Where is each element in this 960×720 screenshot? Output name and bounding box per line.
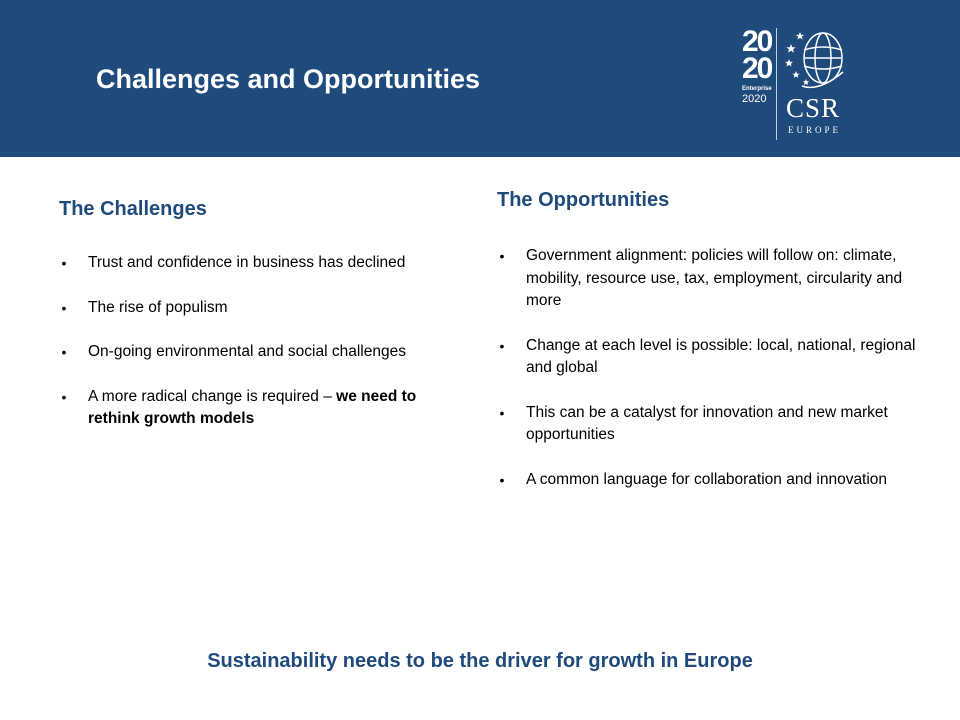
footer-statement: Sustainability needs to be the driver for growth in Europe — [207, 650, 753, 672]
challenge-item — [58, 252, 458, 275]
opportunity-item-text: Change at each level is possible: local, national, regional and global — [526, 336, 916, 376]
opportunity-item-text: This can be a catalyst for innovation and new market opportunities — [526, 403, 888, 443]
bullet-icon: • — [499, 248, 505, 264]
bullet-icon: • — [61, 388, 67, 405]
opportunities-list — [496, 245, 916, 513]
logo-csr-text: CSR — [786, 93, 841, 123]
csr-europe-enterprise-2020-logo — [740, 25, 850, 144]
challenges-heading: The Challenges — [59, 198, 207, 220]
bullet-icon: • — [61, 299, 67, 316]
logo-digits-bottom: 20 — [742, 52, 772, 85]
globe-stars-icon — [784, 28, 846, 100]
challenge-item — [58, 386, 458, 431]
challenge-item-text: Trust and confidence in business has declined — [88, 254, 406, 271]
logo-year: 2020 — [742, 93, 767, 105]
star-icon — [796, 32, 804, 40]
bullet-icon: • — [499, 471, 505, 488]
challenge-item-text: The rise of populism — [88, 298, 228, 316]
opportunities-heading: The Opportunities — [497, 189, 670, 211]
opportunity-item-text: Government alignment: policies will follow on: climate, mobility, resource use, tax, employment, circularity and more — [526, 247, 903, 309]
star-icon — [803, 79, 810, 85]
challenge-item-text: A more radical change is required – — [88, 387, 337, 405]
opportunity-item — [496, 402, 916, 447]
challenge-item — [58, 297, 458, 320]
enterprise-2020-mark — [742, 25, 777, 140]
opportunity-item — [496, 245, 916, 313]
opportunity-item — [496, 335, 916, 380]
opportunity-item-text: A common language for collaboration and innovation — [526, 470, 888, 488]
star-icon — [785, 59, 793, 67]
bullet-icon: • — [499, 404, 505, 421]
logo-digits-top: 20 — [742, 25, 772, 58]
star-icon — [792, 71, 799, 78]
challenge-item-text: On-going environmental and social challenges — [88, 343, 406, 360]
logo-europe-text: EUROPE — [788, 125, 842, 135]
slide-title: Challenges and Opportunities — [96, 64, 481, 94]
bullet-icon: • — [61, 255, 67, 271]
challenge-item — [58, 341, 458, 364]
opportunity-item — [496, 469, 916, 492]
challenge-item-emphasis: we need to rethink growth models — [88, 387, 417, 427]
bullet-icon: • — [61, 344, 67, 360]
logo-enterprise-label: Enterprise — [742, 86, 772, 92]
bullet-icon: • — [499, 337, 505, 354]
star-icon — [786, 44, 795, 53]
challenges-list — [58, 252, 458, 453]
header-band — [0, 0, 960, 157]
